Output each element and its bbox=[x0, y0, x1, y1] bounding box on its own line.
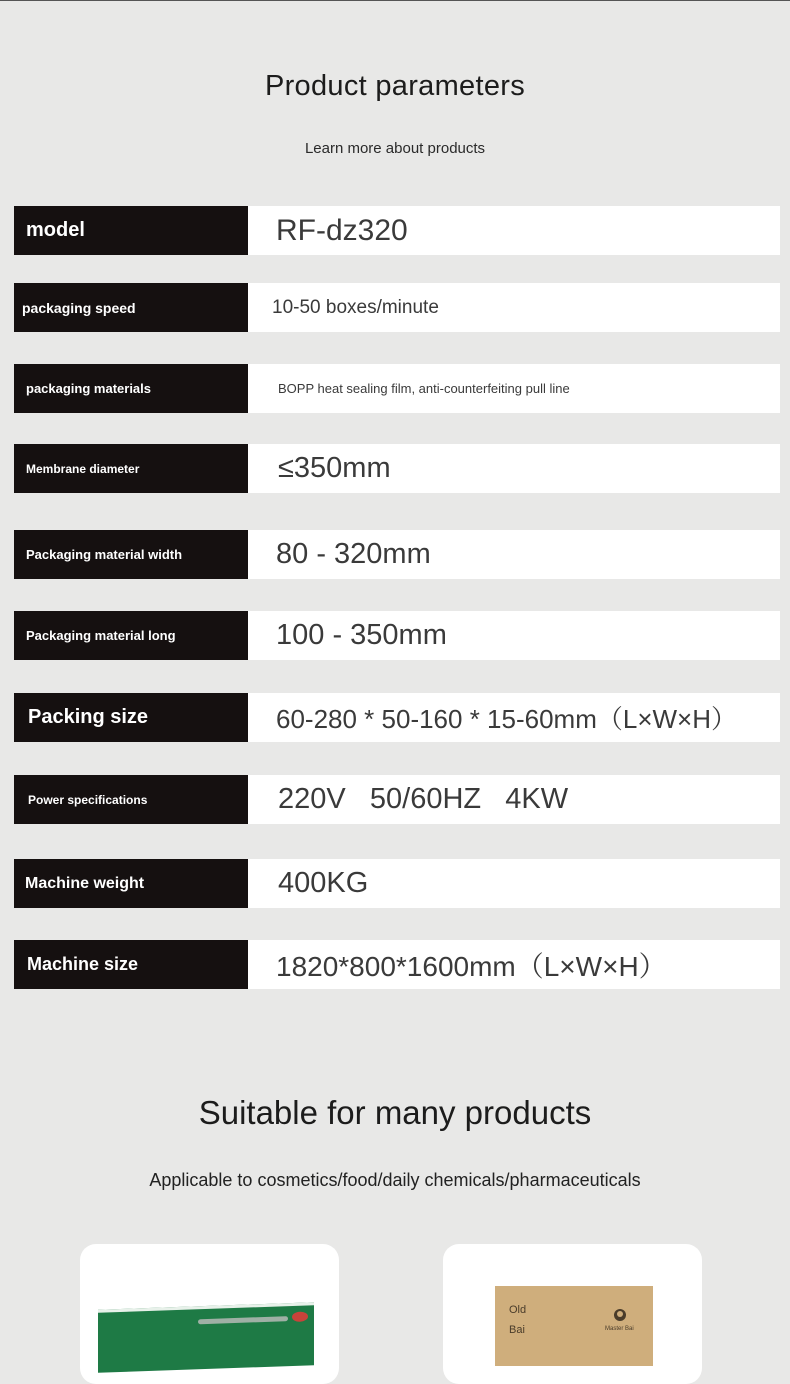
kraft-box-image bbox=[495, 1286, 653, 1366]
section-subtitle-parameters: Learn more about products bbox=[304, 140, 486, 157]
param-label: Packing size bbox=[14, 693, 248, 742]
param-value: 400KG bbox=[248, 859, 780, 908]
param-value: BOPP heat sealing film, anti-counterfeiting pull line bbox=[248, 364, 780, 413]
param-value: 100 - 350mm bbox=[248, 611, 780, 660]
box-text: Old bbox=[509, 1304, 527, 1316]
param-label: model bbox=[14, 206, 248, 255]
section-title-products: Suitable for many products bbox=[198, 1094, 592, 1131]
param-value: 60-280 * 50-160 * 15-60mm（L×W×H） bbox=[248, 693, 780, 742]
param-value: 1820*800*1600mm（L×W×H） bbox=[248, 940, 780, 989]
param-value: ≤350mm bbox=[248, 444, 780, 493]
param-value: 10-50 boxes/minute bbox=[248, 283, 780, 332]
param-row-packaging-materials bbox=[14, 364, 780, 413]
param-label: Packaging material width bbox=[14, 530, 248, 579]
param-label: packaging speed bbox=[14, 283, 248, 332]
box-text: Bai bbox=[509, 1324, 525, 1336]
param-label: Packaging material long bbox=[14, 611, 248, 660]
green-medicine-box-image bbox=[98, 1302, 314, 1373]
box-brand-text: Master Bai bbox=[605, 1326, 634, 1332]
param-row-packing-size bbox=[14, 693, 780, 742]
param-label: Membrane diameter bbox=[14, 444, 248, 493]
param-row-machine-weight bbox=[14, 859, 780, 908]
param-row-model bbox=[14, 206, 780, 255]
param-row-packaging-material-width bbox=[14, 530, 780, 579]
param-label: Machine size bbox=[14, 940, 248, 989]
param-row-packaging-material-long bbox=[14, 611, 780, 660]
product-card bbox=[80, 1244, 339, 1384]
section-subtitle-products: Applicable to cosmetics/food/daily chemicals/pharmaceuticals bbox=[149, 1170, 641, 1190]
param-label: packaging materials bbox=[14, 364, 248, 413]
param-row-packaging-speed bbox=[14, 283, 780, 332]
param-row-power-specifications bbox=[14, 775, 780, 824]
top-divider bbox=[0, 0, 790, 1]
product-card bbox=[443, 1244, 702, 1384]
param-value: 80 - 320mm bbox=[248, 530, 780, 579]
param-label: Power specifications bbox=[14, 775, 248, 824]
brand-logo-icon bbox=[611, 1308, 629, 1322]
param-value: RF-dz320 bbox=[248, 206, 780, 255]
param-value: 220V 50/60HZ 4KW bbox=[248, 775, 780, 824]
param-row-membrane-diameter bbox=[14, 444, 780, 493]
param-row-machine-size bbox=[14, 940, 780, 989]
section-title-parameters: Product parameters bbox=[264, 70, 526, 102]
param-label: Machine weight bbox=[14, 859, 248, 908]
